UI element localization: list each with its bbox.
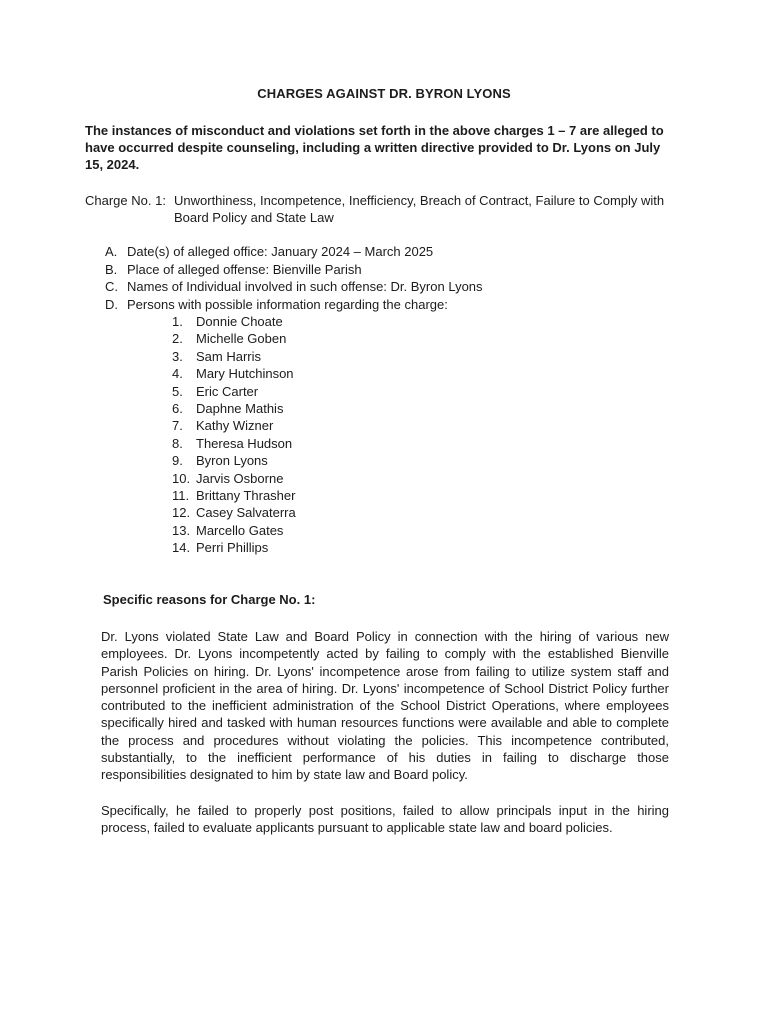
person-number: 2. <box>172 331 183 347</box>
person-name: Jarvis Osborne <box>196 470 284 486</box>
charge-label: Charge No. 1: <box>85 193 166 208</box>
list-item <box>172 417 472 434</box>
person-number: 7. <box>172 418 183 434</box>
person-name: Theresa Hudson <box>196 435 293 451</box>
list-item <box>172 400 472 417</box>
person-name: Daphne Mathis <box>196 401 284 417</box>
person-name: Michelle Goben <box>196 331 287 347</box>
person-number: 11. <box>172 488 190 504</box>
charge-description: Unworthiness, Incompetence, Inefficiency, Breach of Contract, Failure to Comply with Board Policy and State Law <box>174 193 665 225</box>
list-item <box>172 383 472 400</box>
person-number: 3. <box>172 348 183 364</box>
person-number: 5. <box>172 383 183 399</box>
list-item <box>172 487 472 504</box>
list-item <box>172 313 472 330</box>
list-item <box>172 452 472 469</box>
list-item <box>172 435 472 452</box>
detail-text: Place of alleged offense: Bienville Parish <box>127 261 362 277</box>
person-name: Eric Carter <box>196 383 259 399</box>
detail-text: Names of Individual involved in such offense: Dr. Byron Lyons <box>127 279 483 294</box>
detail-letter: C. <box>105 279 118 294</box>
person-name: Kathy Wizner <box>196 418 274 434</box>
reasons-paragraph-specific: Specifically, he failed to properly post positions, failed to allow principals input in the hiring process, failed to evaluate applicants pursuant to applicable state law and board policies. <box>101 803 669 836</box>
person-number: 8. <box>172 435 183 451</box>
person-number: 10. <box>172 470 191 486</box>
person-number: 6. <box>172 401 183 417</box>
person-name: Marcello Gates <box>196 522 284 538</box>
person-name: Brittany Thrasher <box>196 488 296 504</box>
detail-letter: B. <box>105 261 118 277</box>
detail-text: Date(s) of alleged office: January 2024 – March 2025 <box>127 244 434 259</box>
reasons-heading: Specific reasons for Charge No. 1: <box>103 592 316 607</box>
detail-letter: A. <box>105 244 118 259</box>
detail-text: Persons with possible information regarding the charge: <box>127 296 448 312</box>
detail-item <box>105 261 665 279</box>
document-title: CHARGES AGAINST DR. BYRON LYONS <box>257 86 511 101</box>
person-number: 4. <box>172 366 183 382</box>
list-item <box>172 330 472 347</box>
detail-item <box>105 243 665 261</box>
list-item <box>172 539 472 556</box>
person-name: Donnie Choate <box>196 314 283 329</box>
person-number: 12. <box>172 505 191 521</box>
person-name: Byron Lyons <box>196 453 268 469</box>
list-item <box>172 365 472 382</box>
charge-details-list <box>105 243 665 313</box>
detail-item <box>105 296 665 314</box>
reasons-paragraph: Dr. Lyons violated State Law and Board Policy in connection with the hiring of various new employees. Dr. Lyons incompetently acted by failing to comply with the established Bienville Parish Policies on hiring. Dr. Lyons' incompetence arose from failing to utilize system staff and personnel proficient in the area of hiring. Dr. Lyons' incompetence of School District Policy further contributed to the inefficient administration of the School District Operations, where employees specifically hired and tasked with human resources functions were available and able to complete the process and procedures without violating the policies. This incompetence contributed, substantially, to the inefficient performance of his duties in failing to discharge those responsibilities designated to him by state law and Board policy. <box>101 629 669 783</box>
person-number: 13. <box>172 522 191 538</box>
list-item <box>172 348 472 365</box>
detail-item <box>105 278 665 296</box>
persons-list <box>172 313 472 557</box>
detail-letter: D. <box>105 296 118 312</box>
person-name: Casey Salvaterra <box>196 505 296 521</box>
person-number: 1. <box>172 314 183 329</box>
person-name: Sam Harris <box>196 348 262 364</box>
person-number: 14. <box>172 540 191 556</box>
list-item <box>172 470 472 487</box>
list-item <box>172 522 472 539</box>
person-number: 9. <box>172 453 183 469</box>
person-name: Perri Phillips <box>196 540 269 556</box>
person-name: Mary Hutchinson <box>196 366 294 382</box>
list-item <box>172 504 472 521</box>
intro-statement: The instances of misconduct and violations set forth in the above charges 1 – 7 are alleged to have occurred despite counseling, including a written directive provided to Dr. Lyons on July 15, 2024. <box>85 123 664 172</box>
